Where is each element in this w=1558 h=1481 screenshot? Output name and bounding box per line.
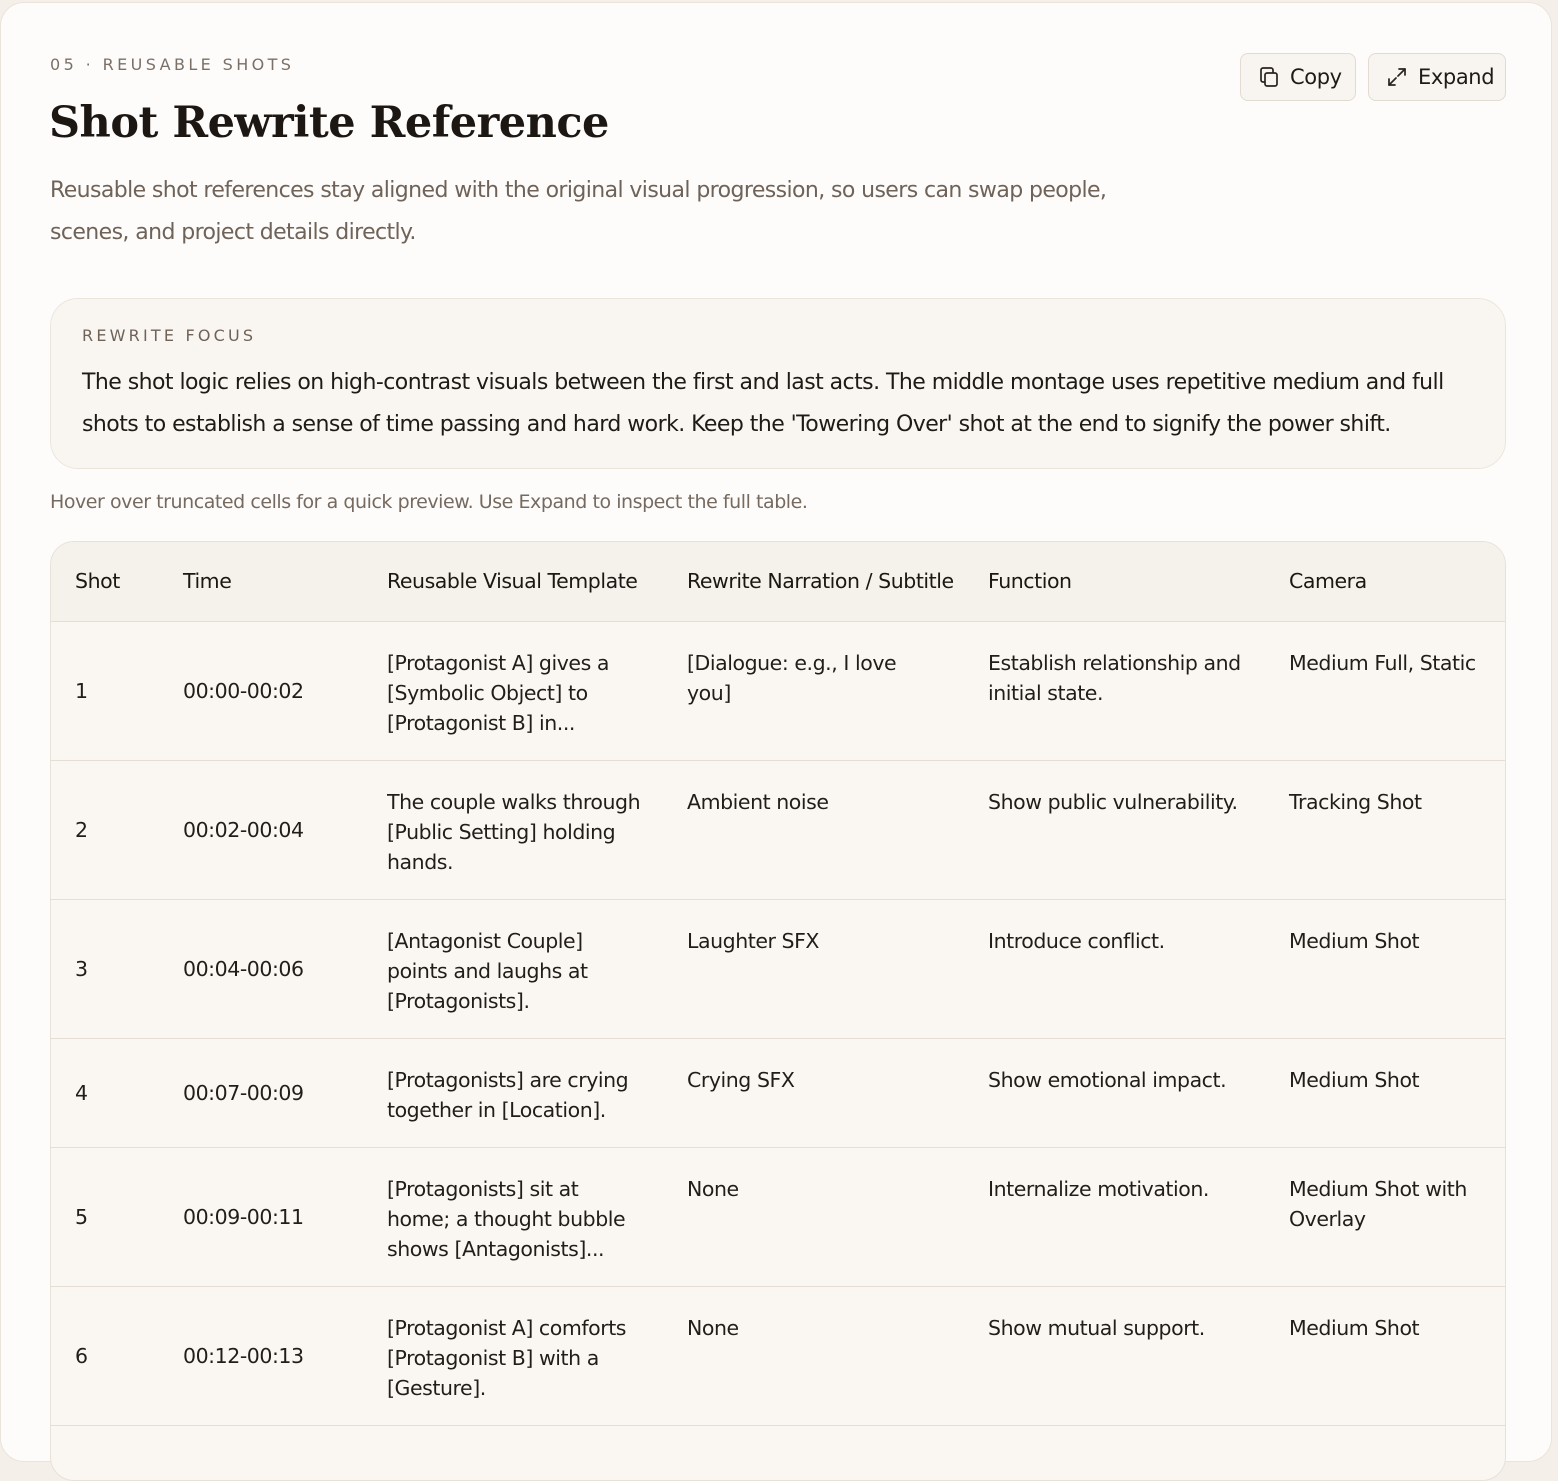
cell-shot: 6 — [51, 1286, 159, 1425]
rewrite-focus-panel — [50, 298, 1506, 469]
cell-function: Establish relationship and initial state. — [964, 621, 1265, 760]
cell-time: 00:00-00:02 — [159, 621, 363, 760]
cell-time: 00:02-00:04 — [159, 760, 363, 899]
cell-time: 00:07-00:09 — [159, 1038, 363, 1147]
cell-shot: 4 — [51, 1038, 159, 1147]
cell-camera: Medium Shot — [1265, 1286, 1506, 1425]
cell-camera: Medium Shot — [1265, 899, 1506, 1038]
copy-button[interactable] — [1240, 53, 1356, 101]
cell-function: Introduce conflict. — [964, 899, 1265, 1038]
shot-table-container[interactable] — [50, 541, 1506, 1481]
cell-camera: Medium Shot with Overlay — [1265, 1147, 1506, 1286]
table-row — [51, 899, 1506, 1038]
cell-visual-template[interactable] — [363, 1286, 663, 1425]
copy-icon — [1257, 65, 1281, 89]
table-row — [51, 1147, 1506, 1286]
shot-rewrite-card — [0, 2, 1552, 1462]
table-row — [51, 1038, 1506, 1147]
column-header-time: Time — [159, 542, 363, 621]
cell-visual-text: [Antagonist Couple] points and laughs at [Protagonists]. — [387, 928, 588, 1013]
cell-narration: [Dialogue: e.g., I love you] — [663, 621, 964, 760]
cell-function: Show public vulnerability. — [964, 760, 1265, 899]
cell-visual-text: [Protagonist A] gives a [Symbolic Object] to [Protagonist B] in... — [387, 650, 609, 735]
cell-camera: Medium Full, Static — [1265, 621, 1506, 760]
copy-button-label: Copy — [1290, 65, 1342, 89]
table-row — [51, 1286, 1506, 1425]
table-header-row — [51, 542, 1506, 621]
table-hint: Hover over truncated cells for a quick preview. Use Expand to inspect the full table. — [50, 491, 808, 513]
cell-function: Internalize motivation. — [964, 1147, 1265, 1286]
section-eyebrow: 05 · REUSABLE SHOTS — [50, 55, 295, 74]
cell-shot: 5 — [51, 1147, 159, 1286]
page-description: Reusable shot references stay aligned with the original visual progression, so users can swap people, scenes, and project details directly. — [50, 178, 1107, 245]
cell-camera: Medium Shot — [1265, 1038, 1506, 1147]
expand-icon — [1385, 65, 1409, 89]
cell-shot: 3 — [51, 899, 159, 1038]
cell-visual-text: The couple walks through [Public Setting] holding hands. — [387, 789, 641, 874]
cell-shot: 1 — [51, 621, 159, 760]
rewrite-focus-text: The shot logic relies on high-contrast visuals between the first and last acts. The middle montage uses repetitive medium and full shots to establish a sense of time passing and hard work. Keep the 'Towering Over' shot at the end to signify the power shift. — [82, 370, 1444, 437]
cell-function: Show emotional impact. — [964, 1038, 1265, 1147]
cell-function: Show mutual support. — [964, 1286, 1265, 1425]
cell-narration: Ambient noise — [663, 760, 964, 899]
cell-visual-text: [Protagonists] are crying together in [Location]. — [387, 1067, 629, 1122]
table-row — [51, 760, 1506, 899]
cell-shot: 2 — [51, 760, 159, 899]
column-header-function: Function — [964, 542, 1265, 621]
cell-narration: None — [663, 1286, 964, 1425]
column-header-narration: Rewrite Narration / Subtitle — [663, 542, 964, 621]
cell-time: 00:12-00:13 — [159, 1286, 363, 1425]
cell-narration: Crying SFX — [663, 1038, 964, 1147]
cell-narration: Laughter SFX — [663, 899, 964, 1038]
table-row — [51, 621, 1506, 760]
cell-time: 00:09-00:11 — [159, 1147, 363, 1286]
rewrite-focus-label: REWRITE FOCUS — [82, 326, 257, 345]
cell-visual-template[interactable] — [363, 621, 663, 760]
cell-narration: None — [663, 1147, 964, 1286]
expand-button-label: Expand — [1418, 65, 1495, 89]
cell-visual-template[interactable] — [363, 1147, 663, 1286]
cell-visual-template[interactable] — [363, 1038, 663, 1147]
column-header-shot: Shot — [51, 542, 159, 621]
cell-visual-text: [Protagonists] sit at home; a thought bubble shows [Antagonists]... — [387, 1176, 626, 1261]
shot-table — [51, 542, 1506, 1426]
cell-visual-template[interactable] — [363, 899, 663, 1038]
column-header-visual-template: Reusable Visual Template — [363, 542, 663, 621]
cell-camera: Tracking Shot — [1265, 760, 1506, 899]
page-title: Shot Rewrite Reference — [49, 98, 609, 148]
cell-time: 00:04-00:06 — [159, 899, 363, 1038]
cell-visual-text: [Protagonist A] comforts [Protagonist B] with a [Gesture]. — [387, 1315, 627, 1400]
cell-visual-template[interactable] — [363, 760, 663, 899]
expand-button[interactable] — [1368, 53, 1506, 101]
column-header-camera: Camera — [1265, 542, 1506, 621]
